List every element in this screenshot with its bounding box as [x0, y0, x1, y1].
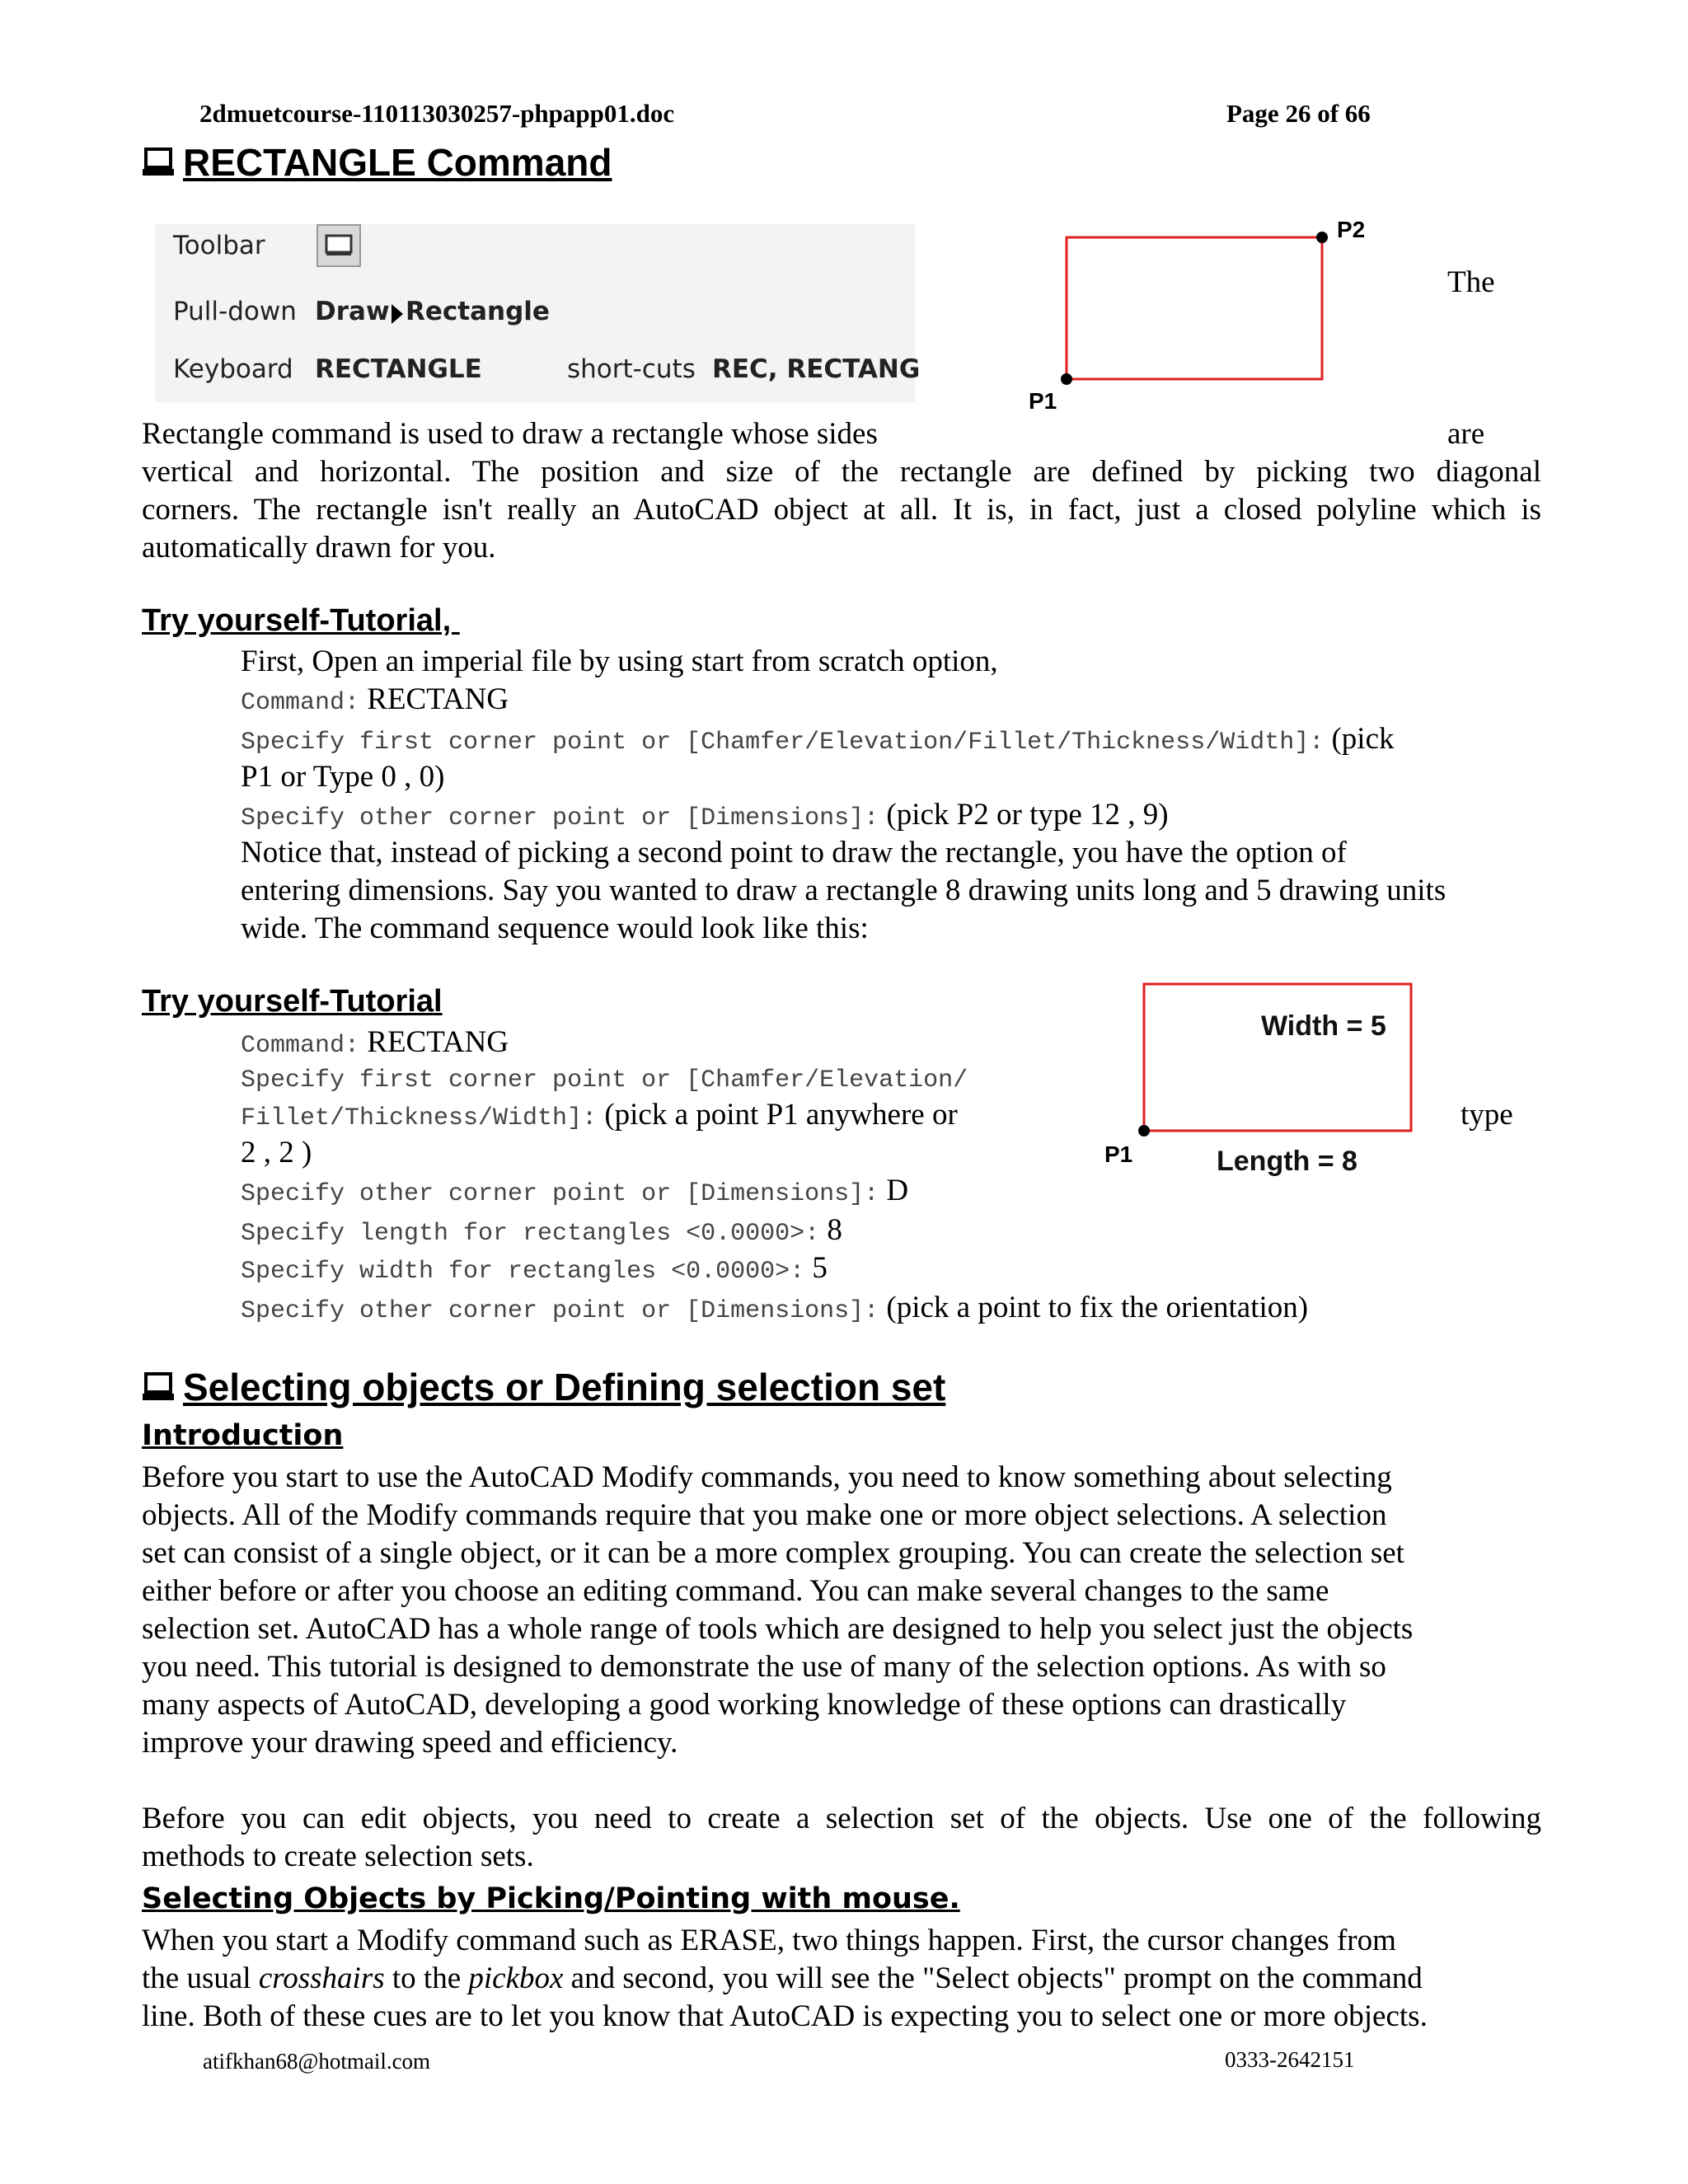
- tutorial1-notice-line2: entering dimensions. Say you wanted to draw a rectangle 8 drawing units long and 5 drawing units: [241, 874, 1447, 907]
- picking-line2: [142, 1960, 1423, 1998]
- figure2-width-label: Width = 5: [1261, 1010, 1386, 1042]
- para2-line1: Before you can edit objects, you need to create a selection set of the objects. Use one of the following: [142, 1802, 1541, 1835]
- tutorial1-command-prompt: Command:: [241, 689, 360, 717]
- figure1-rectangle: [1067, 237, 1322, 379]
- rectangle-figure-dimensions: [1096, 977, 1426, 1193]
- tutorial2-dimensions-line: [241, 1172, 908, 1213]
- figure2-point-p1: [1138, 1125, 1150, 1137]
- tutorial1-other-value: (pick P2 or type 12 , 9): [879, 798, 1169, 832]
- header-filename: 2dmuetcourse-110113030257-phpapp01.doc: [199, 99, 675, 128]
- tutorial2-dim-value: D: [879, 1174, 909, 1207]
- word-the: The: [1447, 265, 1495, 299]
- tutorial1-other-corner-line: [241, 796, 1169, 837]
- header-page-number: Page 26 of 66: [1226, 99, 1371, 128]
- tutorial1-command-line: [241, 681, 509, 722]
- tutorial2-first-prompt-a-text: Specify first corner point or [Chamfer/Elevation/: [241, 1066, 968, 1094]
- picking-line3: line. Both of these cues are to let you know that AutoCAD is expecting you to select one or more objects.: [142, 1999, 1428, 2033]
- footer-phone: 0333-2642151: [1225, 2047, 1355, 2072]
- footer-email: atifkhan68@hotmail.com: [203, 2049, 431, 2074]
- tutorial2-command-value: RECTANG: [359, 1025, 509, 1059]
- tutorial2-first-value: (pick a point P1 anywhere or: [597, 1098, 958, 1132]
- rectangle-section-title: [142, 140, 612, 185]
- tutorial2-type-word: type: [1461, 1098, 1513, 1132]
- tutorial1-line1: First, Open an imperial file by using start from scratch option,: [241, 644, 998, 678]
- tutorial1-first-prompt: Specify first corner point or [Chamfer/Elevation/Fillet/Thickness/Width]:: [241, 729, 1325, 757]
- pulldown-label: Pull-down: [173, 297, 297, 326]
- keyboard-label: Keyboard: [173, 354, 293, 384]
- intro-paragraph-line1: Before you start to use the AutoCAD Modify commands, you need to know something about selecting: [142, 1460, 1392, 1494]
- tutorial2-width-line: [241, 1249, 828, 1291]
- tutorial2-command-prompt: Command:: [241, 1032, 360, 1060]
- keyboard-value: RECTANGLE: [315, 354, 482, 384]
- toolbar-label: Toolbar: [173, 231, 265, 260]
- tutorial2-length-prompt: Specify length for rectangles <0.0000>:: [241, 1220, 820, 1248]
- intro-paragraph-line3: set can consist of a single object, or it can be a more complex grouping. You can create the selection set: [142, 1536, 1404, 1570]
- selection-title-text: Selecting objects or Defining selection set: [183, 1366, 946, 1408]
- tutorial2-heading: Try yourself-Tutorial: [142, 984, 443, 1019]
- picking-line1: When you start a Modify command such as ERASE, two things happen. First, the cursor changes from: [142, 1924, 1396, 1957]
- intro-line4: automatically drawn for you.: [142, 531, 496, 565]
- tutorial2-orient-value: (pick a point to fix the orientation): [879, 1291, 1309, 1324]
- intro-paragraph-line2: objects. All of the Modify commands require that you make one or more object selections. A selection: [142, 1498, 1387, 1532]
- figure1-point-p2: [1316, 232, 1328, 243]
- tutorial2-first-prompt-a: [241, 1058, 968, 1099]
- tutorial1-notice-line1: Notice that, instead of picking a second point to draw the rectangle, you have the option of: [241, 836, 1347, 869]
- intro-line3: corners. The rectangle isn't really an AutoCAD object at all. It is, in fact, just a closed polyline which is: [142, 493, 1541, 527]
- tutorial2-width-prompt: Specify width for rectangles <0.0000>:: [241, 1258, 805, 1286]
- intro-line1-right: are: [1447, 417, 1485, 451]
- introduction-heading: Introduction: [142, 1419, 344, 1452]
- picking-line2-pickbox: pickbox: [468, 1961, 564, 1995]
- tutorial2-first-cont: 2 , 2 ): [241, 1136, 312, 1169]
- tutorial2-first-prompt-b: [241, 1096, 958, 1137]
- picking-heading: Selecting Objects by Picking/Pointing with mouse.: [142, 1882, 960, 1915]
- tutorial1-other-prompt: Specify other corner point or [Dimensions]:: [241, 804, 879, 832]
- rectangle-title-text: RECTANGLE Command: [183, 141, 612, 184]
- tutorial2-orientation-line: [241, 1289, 1308, 1330]
- shortcuts-label: short-cuts: [567, 354, 696, 384]
- computer-icon: [142, 1371, 175, 1403]
- tutorial2-length-value: 8: [819, 1213, 842, 1247]
- tutorial2-length-line: [241, 1212, 842, 1253]
- tutorial1-command-value: RECTANG: [359, 682, 509, 716]
- tutorial1-heading: Try yourself-Tutorial,: [142, 603, 460, 638]
- intro-line2: vertical and horizontal. The position and size of the rectangle are defined by picking two diagonal: [142, 455, 1541, 489]
- intro-paragraph-line6: you need. This tutorial is designed to demonstrate the use of many of the selection options. As with so: [142, 1650, 1386, 1684]
- picking-line2-e: and second, you will see the "Select objects" prompt on the command: [563, 1961, 1423, 1995]
- tutorial1-first-value: (pick: [1324, 722, 1395, 756]
- figure1-label-p2: P2: [1337, 217, 1366, 242]
- intro-paragraph-line7: many aspects of AutoCAD, developing a good working knowledge of these options can drastically: [142, 1688, 1347, 1722]
- figure1-point-p1: [1061, 373, 1072, 385]
- command-reference-table: [155, 224, 921, 402]
- tutorial2-dim-prompt: Specify other corner point or [Dimensions]:: [241, 1180, 879, 1208]
- picking-line2-a: the usual: [142, 1961, 259, 1995]
- intro-paragraph-line5: selection set. AutoCAD has a whole range of tools which are designed to help you select just the objects: [142, 1612, 1414, 1646]
- tutorial2-first-prompt-b-text: Fillet/Thickness/Width]:: [241, 1104, 598, 1132]
- menu-arrow-icon: [391, 303, 404, 325]
- tutorial2-width-value: 5: [804, 1251, 828, 1285]
- pulldown-item-rectangle: Rectangle: [406, 297, 550, 326]
- figure2-label-p1: P1: [1104, 1141, 1133, 1167]
- picking-line2-c: to the: [384, 1961, 469, 1995]
- pulldown-menu-draw: Draw: [315, 297, 390, 326]
- tutorial2-orient-prompt: Specify other corner point or [Dimensions]:: [241, 1297, 879, 1325]
- para2-line2: methods to create selection sets.: [142, 1840, 534, 1873]
- rectangle-figure-diagonal: [1014, 211, 1393, 417]
- figure1-label-p1: P1: [1029, 388, 1057, 414]
- figure2-rectangle: [1144, 984, 1411, 1131]
- intro-paragraph-line4: either before or after you choose an editing command. You can make several changes to the same: [142, 1574, 1329, 1608]
- figure2-length-label: Length = 8: [1217, 1146, 1357, 1177]
- rectangle-tool-icon: [318, 226, 359, 265]
- computer-icon: [142, 147, 175, 178]
- intro-paragraph-line8: improve your drawing speed and efficiency.: [142, 1726, 678, 1760]
- tutorial1-first-corner-line: [241, 720, 1395, 762]
- picking-line2-crosshairs: crosshairs: [258, 1961, 385, 1995]
- selection-section-title: [142, 1365, 945, 1409]
- tutorial1-first-cont: P1 or Type 0 , 0): [241, 760, 445, 794]
- rectangle-tool-button[interactable]: [316, 224, 361, 267]
- tutorial1-notice-line3: wide. The command sequence would look like this:: [241, 912, 869, 945]
- shortcuts-value: REC, RECTANG: [712, 354, 921, 384]
- intro-line1-left: Rectangle command is used to draw a rectangle whose sides: [142, 417, 878, 451]
